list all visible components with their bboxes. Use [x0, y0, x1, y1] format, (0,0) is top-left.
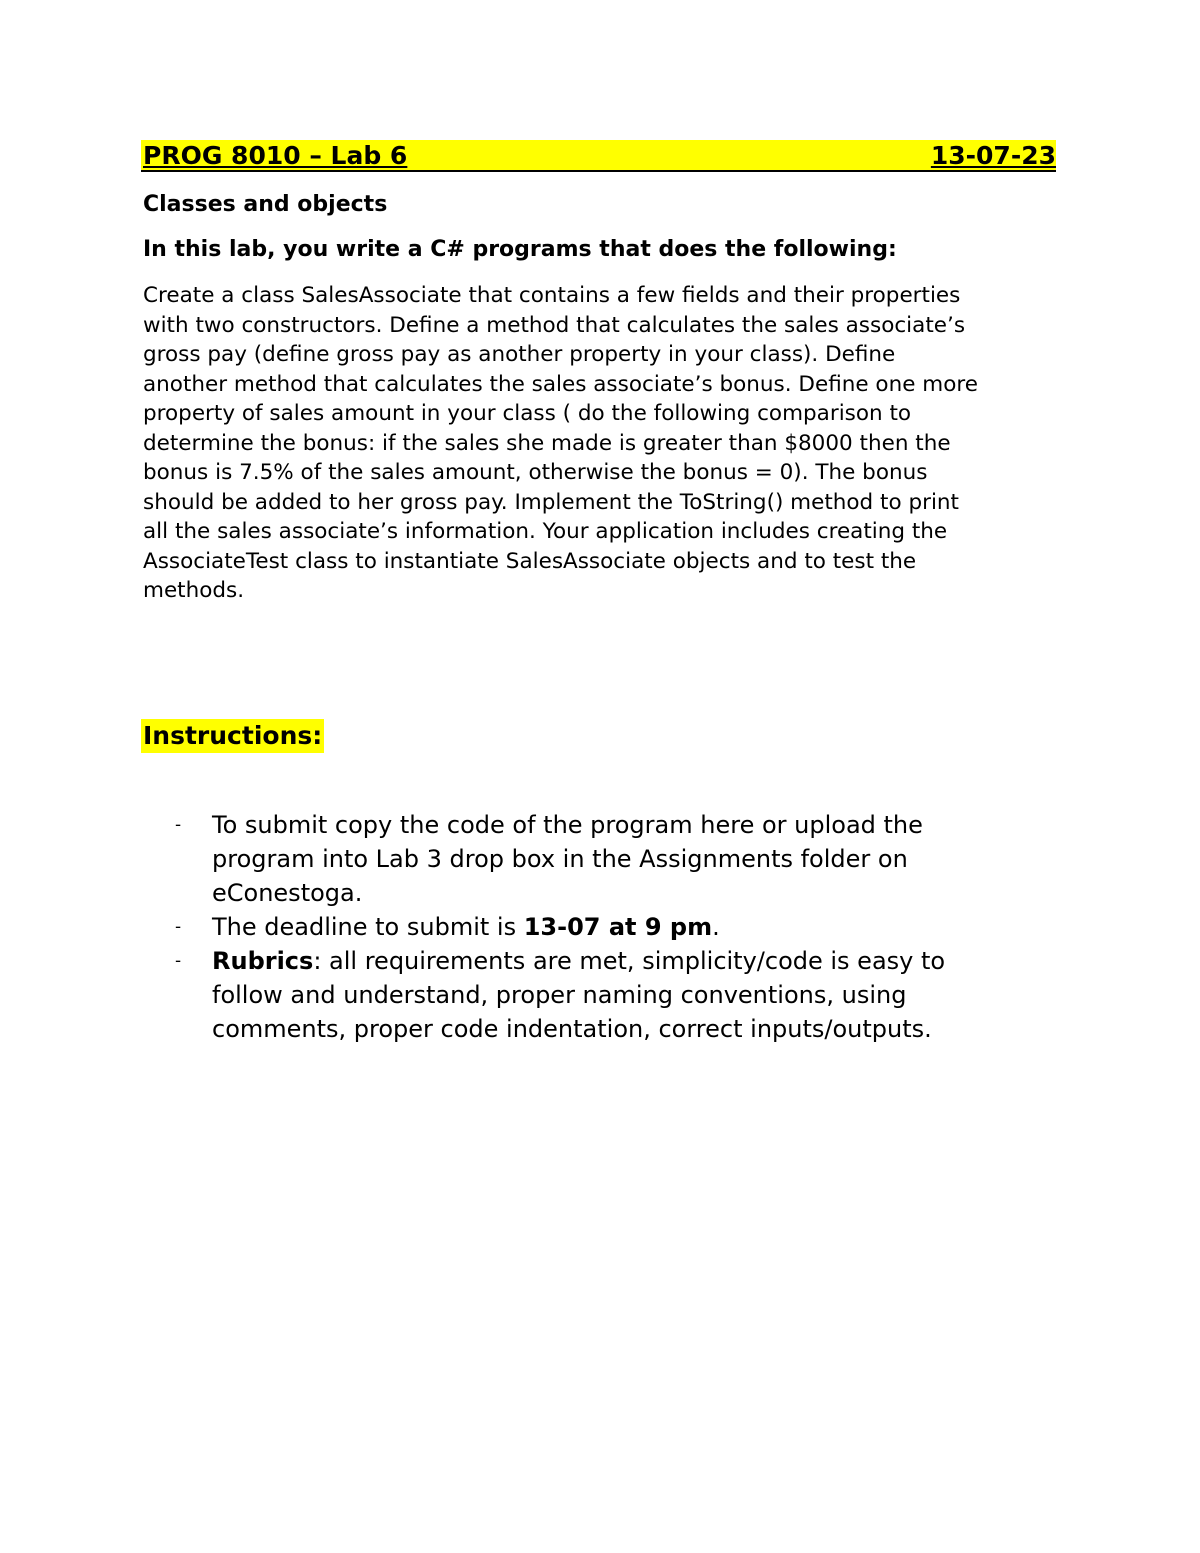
- document-title: PROG 8010 – Lab 6: [143, 141, 408, 170]
- list-item-text: [212, 944, 1112, 1046]
- description-line: methods.: [143, 578, 245, 603]
- list-item-line: comments, proper code indentation, correct inputs/outputs.: [212, 1015, 932, 1043]
- instructions-heading: Instructions:: [141, 719, 324, 753]
- description-line: bonus is 7.5% of the sales amount, otherwise the bonus = 0). The bonus: [143, 460, 928, 485]
- rubrics-text: : all requirements are met, simplicity/code is easy to: [313, 947, 946, 975]
- list-item-line: [212, 910, 1112, 944]
- intro-statement: In this lab, you write a C# programs that does the following:: [143, 237, 897, 262]
- list-item-line: program into Lab 3 drop box in the Assignments folder on: [212, 845, 908, 873]
- list-item-line: follow and understand, proper naming conventions, using: [212, 981, 907, 1009]
- description-line: should be added to her gross pay. Implement the ToString() method to print: [143, 489, 959, 515]
- description-line: with two constructors. Define a method that calculates the sales associate’s: [143, 312, 966, 338]
- rubrics-label: Rubrics: [212, 947, 314, 975]
- bullet-marker: -: [175, 815, 182, 835]
- deadline-suffix: .: [712, 913, 720, 941]
- description-line: determine the bonus: if the sales she made is greater than $8000 then the: [143, 430, 951, 456]
- description-line: property of sales amount in your class ( do the following comparison to: [143, 401, 912, 426]
- description-line: gross pay (define gross pay as another property in your class). Define: [143, 342, 896, 367]
- description-line: AssociateTest class to instantiate SalesAssociate objects and to test the: [143, 548, 917, 574]
- header-bar: [141, 140, 1056, 172]
- task-description: [143, 281, 1068, 606]
- list-item-line: To submit copy the code of the program here or upload the: [212, 811, 923, 839]
- deadline-value: 13-07 at 9 pm: [523, 913, 713, 941]
- description-line: another method that calculates the sales associate’s bonus. Define one more: [143, 371, 978, 397]
- bullet-marker: -: [175, 951, 182, 971]
- bullet-marker: -: [175, 917, 182, 937]
- document-date: 13-07-23: [930, 141, 1056, 170]
- section-subtitle: Classes and objects: [143, 192, 388, 217]
- deadline-prefix: The deadline to submit is: [212, 913, 524, 941]
- description-line: Create a class SalesAssociate that contains a few fields and their properties: [143, 283, 961, 308]
- list-item-line: eConestoga.: [212, 879, 363, 907]
- list-item-line: [212, 944, 1112, 978]
- list-item-text: [212, 808, 1112, 910]
- description-line: all the sales associate’s information. Your application includes creating the: [143, 519, 948, 544]
- list-item-text: [212, 910, 1112, 944]
